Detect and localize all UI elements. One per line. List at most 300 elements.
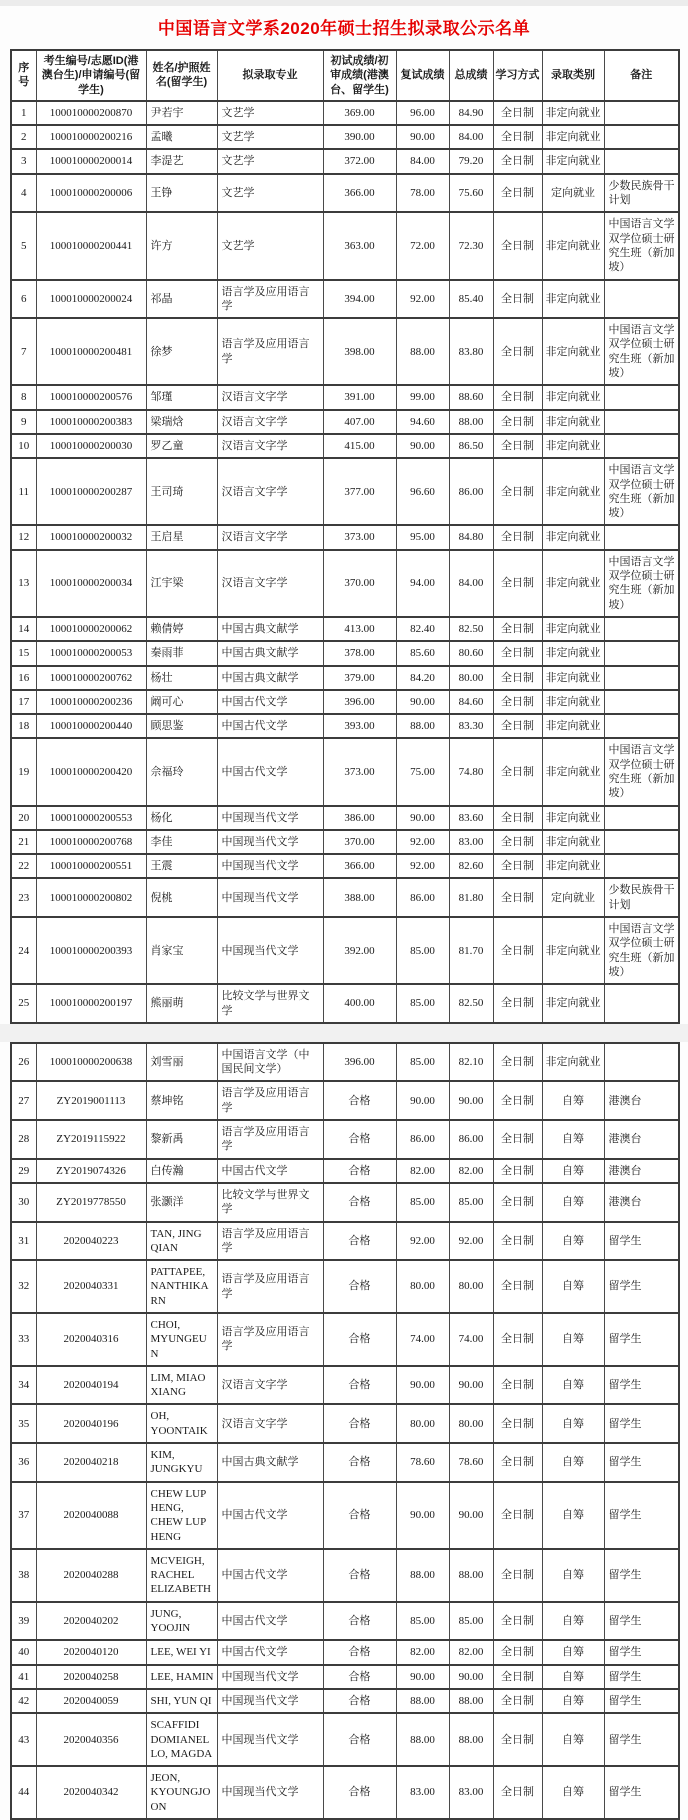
- cell-initial-score: 合格: [323, 1081, 396, 1120]
- cell-admission-category: 自筹: [542, 1443, 604, 1482]
- column-header-index: 序号: [11, 50, 36, 101]
- cell-name: PATTAPEE, NANTHIKARN: [146, 1260, 217, 1313]
- cell-initial-score: 372.00: [323, 149, 396, 173]
- cell-admission-major: 比较文学与世界文学: [217, 1183, 323, 1222]
- cell-retest-score: 84.20: [396, 666, 449, 690]
- cell-retest-score: 96.60: [396, 458, 449, 525]
- cell-initial-score: 合格: [323, 1222, 396, 1261]
- cell-index: 9: [11, 410, 36, 434]
- cell-admission-category: 自筹: [542, 1713, 604, 1766]
- cell-remark: 中国语言文学双学位硕士研究生班（新加坡）: [604, 550, 679, 617]
- cell-initial-score: 378.00: [323, 641, 396, 665]
- cell-initial-score: 396.00: [323, 1043, 396, 1082]
- cell-total-score: 80.00: [449, 1404, 493, 1443]
- cell-retest-score: 90.00: [396, 1482, 449, 1549]
- cell-remark: [604, 666, 679, 690]
- cell-index: 39: [11, 1602, 36, 1641]
- cell-name: 杨化: [146, 806, 217, 830]
- cell-admission-category: 非定向就业: [542, 318, 604, 385]
- cell-candidate-id: 100010000200236: [36, 690, 146, 714]
- cell-candidate-id: ZY2019778550: [36, 1183, 146, 1222]
- cell-admission-category: 非定向就业: [542, 434, 604, 458]
- cell-index: 23: [11, 878, 36, 917]
- cell-total-score: 78.60: [449, 1443, 493, 1482]
- cell-remark: 留学生: [604, 1404, 679, 1443]
- table-row: [11, 666, 679, 690]
- cell-index: 15: [11, 641, 36, 665]
- table-row: [11, 714, 679, 738]
- cell-admission-category: 非定向就业: [542, 806, 604, 830]
- column-header-name: 姓名/护照姓名(留学生): [146, 50, 217, 101]
- cell-remark: [604, 806, 679, 830]
- cell-remark: 留学生: [604, 1222, 679, 1261]
- cell-remark: [604, 714, 679, 738]
- cell-retest-score: 88.00: [396, 1689, 449, 1713]
- cell-initial-score: 合格: [323, 1159, 396, 1183]
- cell-candidate-id: 2020040316: [36, 1313, 146, 1366]
- cell-total-score: 83.30: [449, 714, 493, 738]
- cell-index: 22: [11, 854, 36, 878]
- cell-initial-score: 379.00: [323, 666, 396, 690]
- cell-remark: [604, 854, 679, 878]
- cell-remark: 留学生: [604, 1713, 679, 1766]
- cell-name: 杨壮: [146, 666, 217, 690]
- cell-admission-major: 中国现当代文学: [217, 917, 323, 984]
- cell-admission-category: 自筹: [542, 1081, 604, 1120]
- cell-total-score: 86.00: [449, 458, 493, 525]
- cell-total-score: 74.00: [449, 1313, 493, 1366]
- cell-retest-score: 90.00: [396, 1665, 449, 1689]
- cell-admission-category: 自筹: [542, 1689, 604, 1713]
- cell-total-score: 84.90: [449, 101, 493, 125]
- cell-admission-major: 语言学及应用语言学: [217, 1081, 323, 1120]
- cell-index: 44: [11, 1766, 36, 1819]
- cell-study-mode: 全日制: [493, 1549, 542, 1602]
- cell-retest-score: 94.00: [396, 550, 449, 617]
- table-row: [11, 1766, 679, 1819]
- cell-retest-score: 88.00: [396, 714, 449, 738]
- cell-admission-major: 中国古代文学: [217, 1640, 323, 1664]
- table-row: [11, 149, 679, 173]
- cell-index: 8: [11, 385, 36, 409]
- cell-index: 35: [11, 1404, 36, 1443]
- cell-admission-category: 自筹: [542, 1159, 604, 1183]
- cell-name: 徐梦: [146, 318, 217, 385]
- cell-study-mode: 全日制: [493, 525, 542, 549]
- cell-initial-score: 407.00: [323, 410, 396, 434]
- cell-remark: [604, 434, 679, 458]
- cell-admission-major: 语言学及应用语言学: [217, 1313, 323, 1366]
- table-row: [11, 318, 679, 385]
- cell-index: 29: [11, 1159, 36, 1183]
- cell-study-mode: 全日制: [493, 1366, 542, 1405]
- cell-name: 李湜艺: [146, 149, 217, 173]
- cell-study-mode: 全日制: [493, 690, 542, 714]
- cell-initial-score: 合格: [323, 1602, 396, 1641]
- cell-study-mode: 全日制: [493, 984, 542, 1023]
- cell-admission-category: 非定向就业: [542, 854, 604, 878]
- cell-index: 10: [11, 434, 36, 458]
- column-header-remark: 备注: [604, 50, 679, 101]
- cell-name: 尹若宇: [146, 101, 217, 125]
- cell-candidate-id: 2020040331: [36, 1260, 146, 1313]
- cell-remark: 中国语言文学双学位硕士研究生班（新加坡）: [604, 318, 679, 385]
- cell-remark: 少数民族骨干计划: [604, 878, 679, 917]
- cell-remark: 留学生: [604, 1689, 679, 1713]
- cell-retest-score: 86.00: [396, 878, 449, 917]
- cell-admission-major: 汉语言文字学: [217, 1366, 323, 1405]
- cell-study-mode: 全日制: [493, 1081, 542, 1120]
- cell-study-mode: 全日制: [493, 830, 542, 854]
- cell-remark: 留学生: [604, 1260, 679, 1313]
- cell-remark: 中国语言文学双学位硕士研究生班（新加坡）: [604, 212, 679, 279]
- cell-remark: 中国语言文学双学位硕士研究生班（新加坡）: [604, 917, 679, 984]
- cell-initial-score: 合格: [323, 1260, 396, 1313]
- cell-name: 王司琦: [146, 458, 217, 525]
- cell-remark: 港澳台: [604, 1183, 679, 1222]
- cell-index: 14: [11, 617, 36, 641]
- cell-name: CHOI, MYUNGEUN: [146, 1313, 217, 1366]
- cell-study-mode: 全日制: [493, 1260, 542, 1313]
- cell-retest-score: 75.00: [396, 738, 449, 805]
- cell-total-score: 82.50: [449, 984, 493, 1023]
- cell-study-mode: 全日制: [493, 1313, 542, 1366]
- cell-study-mode: 全日制: [493, 617, 542, 641]
- cell-total-score: 82.10: [449, 1043, 493, 1082]
- cell-total-score: 82.00: [449, 1640, 493, 1664]
- cell-candidate-id: 100010000200006: [36, 174, 146, 213]
- cell-candidate-id: 2020040088: [36, 1482, 146, 1549]
- cell-study-mode: 全日制: [493, 1482, 542, 1549]
- cell-study-mode: 全日制: [493, 1602, 542, 1641]
- cell-candidate-id: 2020040194: [36, 1366, 146, 1405]
- cell-admission-major: 中国现当代文学: [217, 878, 323, 917]
- cell-candidate-id: 100010000200014: [36, 149, 146, 173]
- cell-admission-major: 文艺学: [217, 212, 323, 279]
- cell-initial-score: 398.00: [323, 318, 396, 385]
- cell-name: JEON, KYOUNGJOON: [146, 1766, 217, 1819]
- table-row: [11, 1404, 679, 1443]
- cell-index: 12: [11, 525, 36, 549]
- cell-admission-category: 自筹: [542, 1482, 604, 1549]
- cell-study-mode: 全日制: [493, 1043, 542, 1082]
- cell-retest-score: 78.60: [396, 1443, 449, 1482]
- cell-total-score: 90.00: [449, 1081, 493, 1120]
- cell-admission-major: 中国古代文学: [217, 690, 323, 714]
- cell-retest-score: 78.00: [396, 174, 449, 213]
- cell-study-mode: 全日制: [493, 806, 542, 830]
- cell-retest-score: 82.40: [396, 617, 449, 641]
- table-row: [11, 1640, 679, 1664]
- cell-name: 李佳: [146, 830, 217, 854]
- cell-retest-score: 82.00: [396, 1640, 449, 1664]
- cell-candidate-id: 2020040258: [36, 1665, 146, 1689]
- cell-candidate-id: 100010000200034: [36, 550, 146, 617]
- cell-total-score: 82.50: [449, 617, 493, 641]
- cell-admission-category: 非定向就业: [542, 101, 604, 125]
- cell-admission-category: 非定向就业: [542, 830, 604, 854]
- cell-name: 梁瑞焓: [146, 410, 217, 434]
- cell-candidate-id: 100010000200481: [36, 318, 146, 385]
- cell-index: 36: [11, 1443, 36, 1482]
- cell-initial-score: 合格: [323, 1482, 396, 1549]
- cell-initial-score: 合格: [323, 1689, 396, 1713]
- table-row: [11, 101, 679, 125]
- cell-candidate-id: 100010000200441: [36, 212, 146, 279]
- cell-candidate-id: 2020040223: [36, 1222, 146, 1261]
- cell-index: 40: [11, 1640, 36, 1664]
- cell-total-score: 84.00: [449, 125, 493, 149]
- cell-candidate-id: 2020040196: [36, 1404, 146, 1443]
- cell-admission-category: 非定向就业: [542, 550, 604, 617]
- cell-name: SCAFFIDI DOMIANELLO, MAGDA: [146, 1713, 217, 1766]
- cell-index: 33: [11, 1313, 36, 1366]
- cell-study-mode: 全日制: [493, 666, 542, 690]
- table-row: [11, 525, 679, 549]
- cell-total-score: 81.80: [449, 878, 493, 917]
- column-header-total-score: 总成绩: [449, 50, 493, 101]
- table-row: [11, 1222, 679, 1261]
- cell-initial-score: 合格: [323, 1366, 396, 1405]
- cell-retest-score: 85.60: [396, 641, 449, 665]
- cell-total-score: 74.80: [449, 738, 493, 805]
- cell-candidate-id: 100010000200383: [36, 410, 146, 434]
- cell-candidate-id: ZY2019074326: [36, 1159, 146, 1183]
- cell-name: 顾思鉴: [146, 714, 217, 738]
- cell-admission-category: 非定向就业: [542, 280, 604, 319]
- cell-admission-major: 文艺学: [217, 125, 323, 149]
- cell-index: 5: [11, 212, 36, 279]
- cell-index: 38: [11, 1549, 36, 1602]
- cell-index: 26: [11, 1043, 36, 1082]
- cell-index: 34: [11, 1366, 36, 1405]
- cell-study-mode: 全日制: [493, 1766, 542, 1819]
- cell-study-mode: 全日制: [493, 878, 542, 917]
- cell-admission-major: 中国古典文献学: [217, 641, 323, 665]
- cell-total-score: 88.60: [449, 385, 493, 409]
- cell-admission-category: 自筹: [542, 1222, 604, 1261]
- cell-retest-score: 80.00: [396, 1404, 449, 1443]
- cell-name: 张灏洋: [146, 1183, 217, 1222]
- table-row: [11, 617, 679, 641]
- cell-index: 30: [11, 1183, 36, 1222]
- table-body-secondary: [11, 1043, 679, 1819]
- cell-initial-score: 393.00: [323, 714, 396, 738]
- cell-admission-major: 汉语言文字学: [217, 385, 323, 409]
- cell-index: 37: [11, 1482, 36, 1549]
- cell-total-score: 75.60: [449, 174, 493, 213]
- cell-admission-major: 中国古代文学: [217, 1602, 323, 1641]
- cell-total-score: 85.00: [449, 1602, 493, 1641]
- cell-candidate-id: ZY2019115922: [36, 1120, 146, 1159]
- cell-study-mode: 全日制: [493, 854, 542, 878]
- cell-candidate-id: 2020040342: [36, 1766, 146, 1819]
- table-body-primary: [11, 101, 679, 1023]
- cell-initial-score: 合格: [323, 1766, 396, 1819]
- cell-remark: 留学生: [604, 1366, 679, 1405]
- cell-candidate-id: 100010000200802: [36, 878, 146, 917]
- cell-total-score: 86.00: [449, 1120, 493, 1159]
- cell-candidate-id: 100010000200393: [36, 917, 146, 984]
- cell-initial-score: 377.00: [323, 458, 396, 525]
- cell-initial-score: 合格: [323, 1549, 396, 1602]
- table-row: [11, 1313, 679, 1366]
- table-row: [11, 1482, 679, 1549]
- cell-candidate-id: 100010000200638: [36, 1043, 146, 1082]
- cell-admission-category: 自筹: [542, 1602, 604, 1641]
- cell-remark: 留学生: [604, 1443, 679, 1482]
- table-row: [11, 434, 679, 458]
- cell-admission-major: 汉语言文字学: [217, 550, 323, 617]
- cell-name: LEE, WEI YI: [146, 1640, 217, 1664]
- cell-retest-score: 85.00: [396, 1602, 449, 1641]
- cell-admission-category: 非定向就业: [542, 690, 604, 714]
- cell-total-score: 85.40: [449, 280, 493, 319]
- cell-total-score: 83.60: [449, 806, 493, 830]
- column-header-study-mode: 学习方式: [493, 50, 542, 101]
- cell-admission-category: 非定向就业: [542, 1043, 604, 1082]
- cell-remark: [604, 525, 679, 549]
- cell-remark: 港澳台: [604, 1159, 679, 1183]
- cell-retest-score: 84.00: [396, 149, 449, 173]
- cell-study-mode: 全日制: [493, 1443, 542, 1482]
- cell-admission-major: 文艺学: [217, 149, 323, 173]
- cell-study-mode: 全日制: [493, 101, 542, 125]
- cell-total-score: 85.00: [449, 1183, 493, 1222]
- cell-study-mode: 全日制: [493, 280, 542, 319]
- cell-study-mode: 全日制: [493, 212, 542, 279]
- table-row: [11, 550, 679, 617]
- column-header-retest-score: 复试成绩: [396, 50, 449, 101]
- cell-candidate-id: 100010000200062: [36, 617, 146, 641]
- cell-candidate-id: 100010000200870: [36, 101, 146, 125]
- header-row: [11, 50, 679, 101]
- table-row: [11, 690, 679, 714]
- cell-candidate-id: 100010000200420: [36, 738, 146, 805]
- cell-name: LEE, HAMIN: [146, 1665, 217, 1689]
- cell-admission-category: 自筹: [542, 1120, 604, 1159]
- cell-initial-score: 391.00: [323, 385, 396, 409]
- table-row: [11, 806, 679, 830]
- table-row: [11, 1665, 679, 1689]
- cell-study-mode: 全日制: [493, 385, 542, 409]
- cell-retest-score: 82.00: [396, 1159, 449, 1183]
- table-row: [11, 458, 679, 525]
- table-row: [11, 1081, 679, 1120]
- cell-remark: [604, 617, 679, 641]
- cell-remark: 少数民族骨干计划: [604, 174, 679, 213]
- cell-study-mode: 全日制: [493, 550, 542, 617]
- cell-initial-score: 合格: [323, 1640, 396, 1664]
- cell-candidate-id: 100010000200053: [36, 641, 146, 665]
- table-row: [11, 984, 679, 1023]
- cell-remark: 中国语言文学双学位硕士研究生班（新加坡）: [604, 738, 679, 805]
- cell-index: 17: [11, 690, 36, 714]
- cell-candidate-id: 100010000200024: [36, 280, 146, 319]
- cell-admission-major: 中国古典文献学: [217, 1443, 323, 1482]
- cell-name: 许方: [146, 212, 217, 279]
- cell-admission-major: 中国古代文学: [217, 738, 323, 805]
- cell-admission-category: 非定向就业: [542, 617, 604, 641]
- table-row: [11, 917, 679, 984]
- column-header-candidate-id: 考生编号/志愿ID(港澳台生)/申请编号(留学生): [36, 50, 146, 101]
- cell-name: LIM, MIAO XIANG: [146, 1366, 217, 1405]
- cell-name: 黎新禹: [146, 1120, 217, 1159]
- cell-candidate-id: 100010000200576: [36, 385, 146, 409]
- cell-candidate-id: 2020040120: [36, 1640, 146, 1664]
- cell-admission-major: 中国现当代文学: [217, 1689, 323, 1713]
- cell-total-score: 82.00: [449, 1159, 493, 1183]
- cell-retest-score: 85.00: [396, 1183, 449, 1222]
- table-row: [11, 280, 679, 319]
- cell-admission-category: 自筹: [542, 1404, 604, 1443]
- cell-total-score: 86.50: [449, 434, 493, 458]
- cell-study-mode: 全日制: [493, 1689, 542, 1713]
- cell-index: 16: [11, 666, 36, 690]
- admission-table-secondary: [10, 1042, 680, 1820]
- cell-study-mode: 全日制: [493, 917, 542, 984]
- cell-index: 32: [11, 1260, 36, 1313]
- table-row: [11, 878, 679, 917]
- column-header-admission-category: 录取类别: [542, 50, 604, 101]
- cell-retest-score: 95.00: [396, 525, 449, 549]
- cell-admission-category: 自筹: [542, 1766, 604, 1819]
- cell-admission-major: 中国现当代文学: [217, 1766, 323, 1819]
- table-row: [11, 1443, 679, 1482]
- cell-admission-major: 语言学及应用语言学: [217, 318, 323, 385]
- cell-name: MCVEIGH, RACHEL ELIZABETH: [146, 1549, 217, 1602]
- cell-name: TAN, JING QIAN: [146, 1222, 217, 1261]
- cell-admission-major: 汉语言文字学: [217, 1404, 323, 1443]
- cell-initial-score: 370.00: [323, 830, 396, 854]
- table-row: [11, 1260, 679, 1313]
- cell-initial-score: 合格: [323, 1665, 396, 1689]
- cell-initial-score: 合格: [323, 1183, 396, 1222]
- cell-admission-category: 自筹: [542, 1665, 604, 1689]
- table-row: [11, 830, 679, 854]
- cell-initial-score: 合格: [323, 1120, 396, 1159]
- cell-index: 24: [11, 917, 36, 984]
- cell-admission-category: 自筹: [542, 1260, 604, 1313]
- cell-remark: [604, 1043, 679, 1082]
- cell-name: SHI, YUN QI: [146, 1689, 217, 1713]
- cell-retest-score: 72.00: [396, 212, 449, 279]
- cell-name: 江宇梁: [146, 550, 217, 617]
- cell-candidate-id: 100010000200553: [36, 806, 146, 830]
- cell-retest-score: 85.00: [396, 1043, 449, 1082]
- cell-admission-category: 自筹: [542, 1313, 604, 1366]
- cell-study-mode: 全日制: [493, 1640, 542, 1664]
- cell-admission-category: 非定向就业: [542, 212, 604, 279]
- cell-candidate-id: 100010000200768: [36, 830, 146, 854]
- cell-admission-major: 中国现当代文学: [217, 854, 323, 878]
- cell-admission-category: 非定向就业: [542, 385, 604, 409]
- cell-admission-major: 汉语言文字学: [217, 458, 323, 525]
- cell-study-mode: 全日制: [493, 1713, 542, 1766]
- cell-admission-category: 非定向就业: [542, 525, 604, 549]
- cell-admission-major: 中国现当代文学: [217, 1665, 323, 1689]
- cell-name: 秦雨菲: [146, 641, 217, 665]
- table-row: [11, 385, 679, 409]
- cell-admission-major: 汉语言文字学: [217, 410, 323, 434]
- page-title: 中国语言文学系2020年硕士招生拟录取公示名单: [157, 19, 531, 38]
- cell-candidate-id: 100010000200216: [36, 125, 146, 149]
- cell-retest-score: 90.00: [396, 690, 449, 714]
- cell-initial-score: 369.00: [323, 101, 396, 125]
- cell-admission-major: 中国古典文献学: [217, 666, 323, 690]
- cell-initial-score: 390.00: [323, 125, 396, 149]
- cell-candidate-id: 2020040202: [36, 1602, 146, 1641]
